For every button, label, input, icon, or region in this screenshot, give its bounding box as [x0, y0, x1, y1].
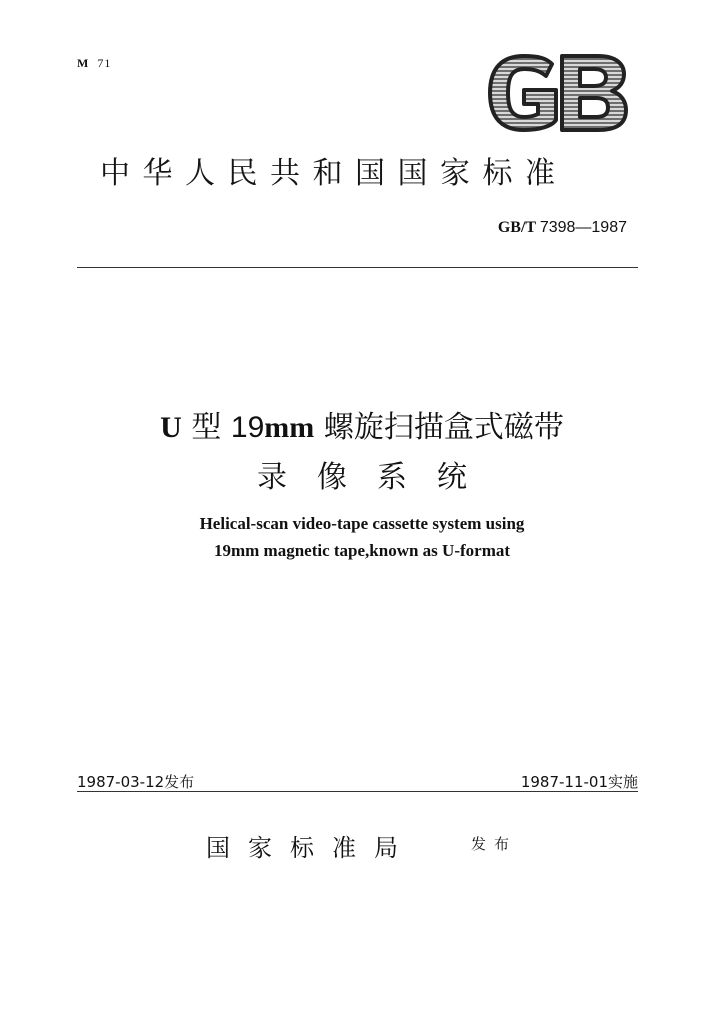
standard-number-value: 7398—1987: [539, 219, 627, 236]
gb-logo-letters: [490, 56, 626, 130]
issuing-authority-suffix: 发布: [471, 835, 518, 853]
issue-date: 1987-03-12发布: [77, 773, 195, 791]
gb-logo-text: GB: [558, 94, 560, 95]
classification-number: 71: [97, 56, 112, 70]
issuing-authority: 国家标准局: [206, 834, 416, 862]
classification-letter: M: [77, 56, 90, 70]
title-type-char: 型: [191, 410, 222, 445]
national-standard-title: 中华人民共和国国家标准: [100, 156, 568, 191]
chinese-title-line-1: [0, 402, 724, 446]
gb-logo: [486, 54, 630, 132]
english-title-line-2: 19mm magnetic tape,known as U-format: [213, 541, 511, 560]
standard-number: [498, 219, 627, 237]
gb-logo-graphic: [486, 54, 630, 132]
title-rest: 螺旋扫描盒式磁带: [323, 410, 564, 445]
english-title-line-1: Helical-scan video-tape cassette system using: [199, 514, 525, 533]
title-size-unit: mm: [264, 411, 315, 444]
title-size-number: 19: [230, 411, 265, 444]
classification-code: [77, 56, 111, 71]
implementation-date: 1987-11-01实施: [520, 773, 638, 791]
standard-number-prefix: GB/T: [497, 219, 536, 236]
header-divider: [77, 267, 638, 268]
chinese-title-line-2: 录像系统: [257, 460, 497, 495]
title-u-letter: U: [160, 411, 182, 444]
footer-divider: [77, 791, 638, 792]
